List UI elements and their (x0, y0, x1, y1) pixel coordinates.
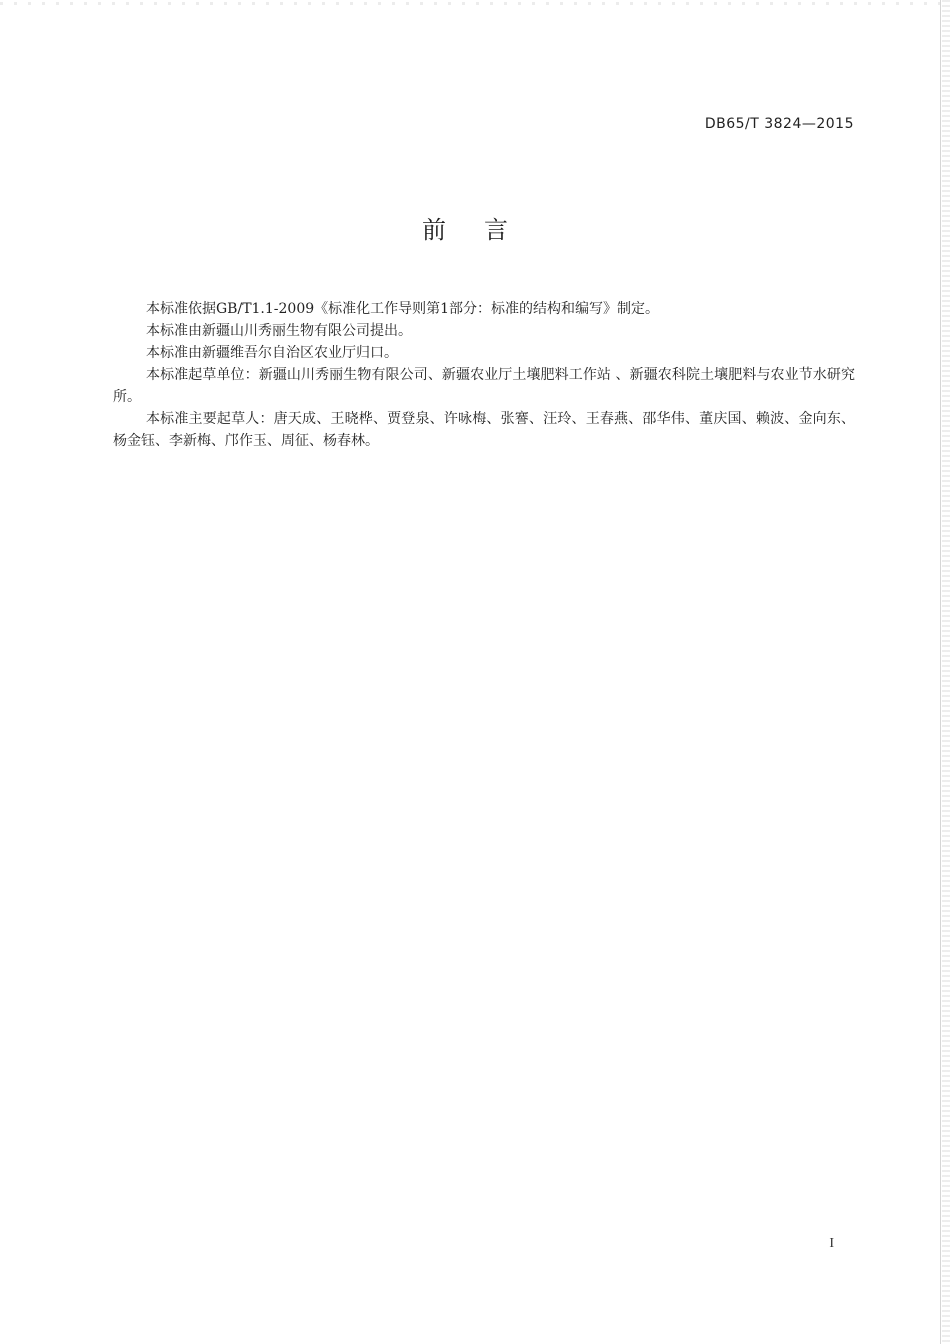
foreword-body (113, 298, 855, 452)
paragraph-basis: 本标准依据GB/T1.1-2009《标准化工作导则第1部分：标准的结构和编写》制定。 (146, 301, 660, 317)
paragraph-drafting-units: 本标准起草单位：新疆山川秀丽生物有限公司、新疆农业厅土壤肥料工作站 、新疆农科院土壤肥料与农业节水研究所。 (113, 367, 855, 405)
paragraph-administrator: 本标准由新疆维吾尔自治区农业厅归口。 (146, 345, 398, 361)
scan-artifact-top (0, 2, 950, 5)
paragraph-proposer: 本标准由新疆山川秀丽生物有限公司提出。 (146, 323, 412, 339)
page-number: I (829, 1236, 834, 1251)
document-code: DB65/T 3824—2015 (704, 116, 854, 132)
scan-artifact-line (940, 0, 941, 1344)
page-title: 前言 (422, 216, 546, 244)
paragraph-drafters: 本标准主要起草人：唐天成、王晓桦、贾登泉、许咏梅、张謇、汪玲、王春燕、邵华伟、董庆国、赖波、金向东、杨金钰、李新梅、邝作玉、周征、杨春林。 (113, 411, 855, 449)
scan-artifact-edge (942, 0, 950, 1344)
